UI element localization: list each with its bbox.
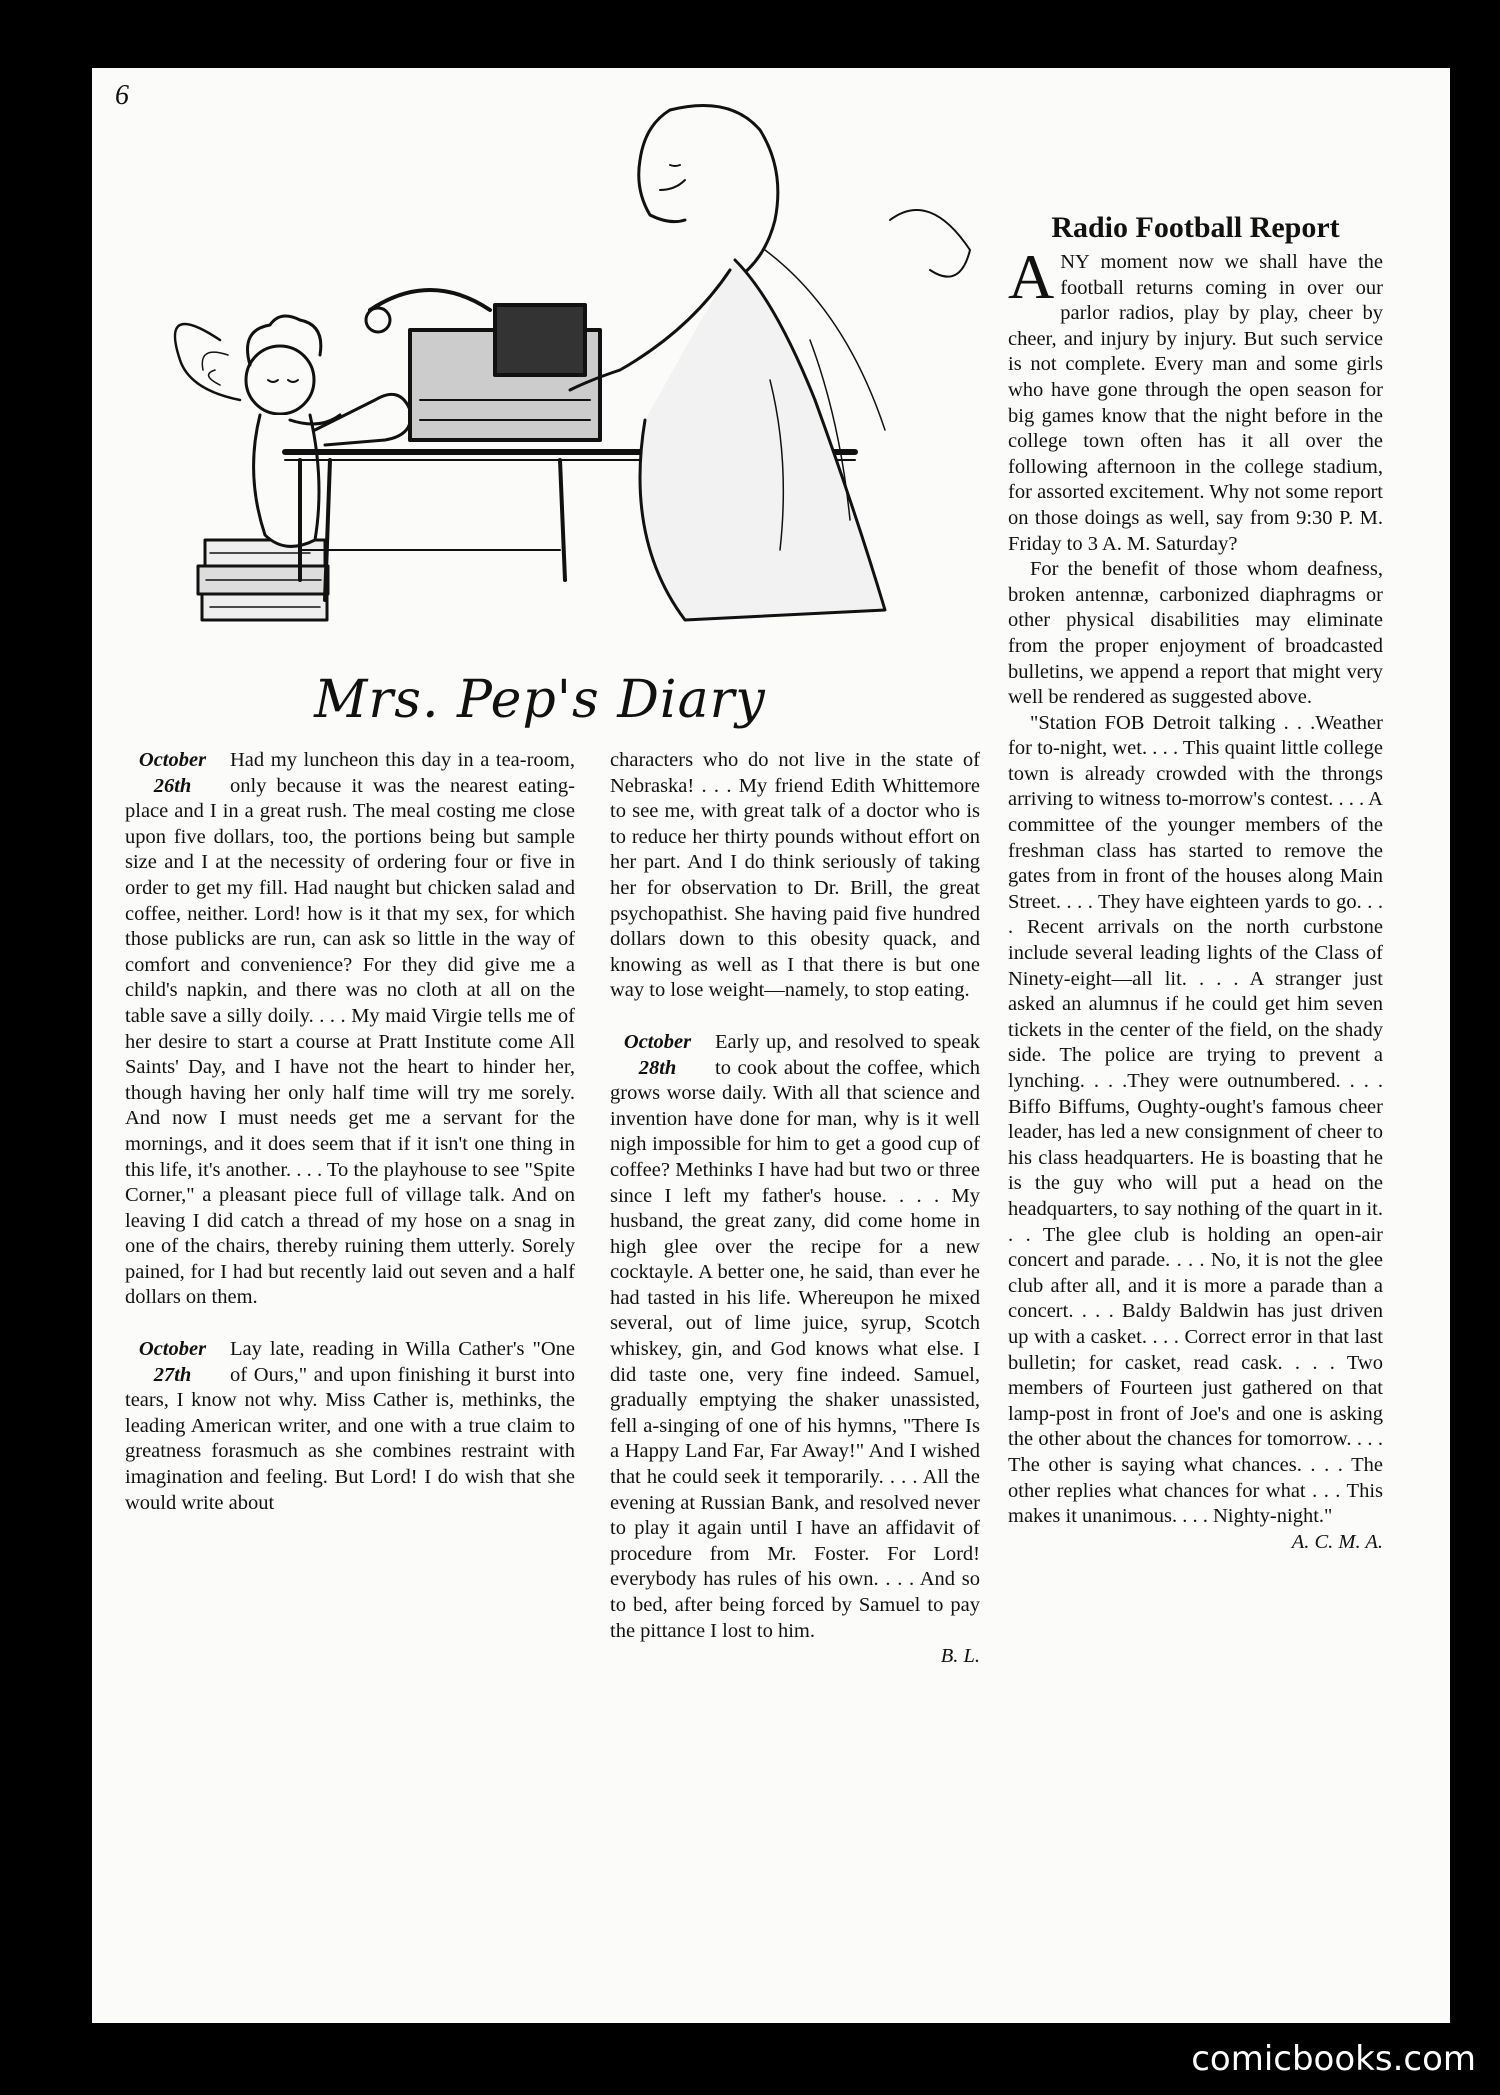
- article-paragraph: [1008, 241, 1383, 557]
- illustration-woman-typewriter-cupid-icon: [110, 80, 990, 640]
- article-title: Radio Football Report: [1051, 211, 1340, 244]
- entry-date: [610, 1030, 705, 1081]
- entry-day: 27th: [153, 1363, 192, 1386]
- entry-text: Early up, and resolved to speak to cook about the coffee, which grows worse daily. With all that science and invention have done for man, why is it well nigh impossible for him to get a good cup of coffee? Methinks I have had but two or three since I left my father's house. . . . My husband, the great zany, did come home in high glee over the recipe for a new cocktayle. A better one, he said, than ever he had tasted in his life. Whereupon he mixed several, out of lime juice, syrup, Scotch whiskey, gin, and God knows what else. I did taste one, very fine indeed. Samuel, gradually emptying the shaker unassisted, fell a-singing of one of his hymns, "There Is a Happy Land Far, Far Away!" And I wished that he could seek it temporarily. . . . All the evening at Russian Bank, and resolved never to play it again until I have an affidavit of procedure from Mr. Foster. For Lord! everybody has rules of his own. . . . And so to bed, after being forced by Samuel to pay the pittance I lost to him.: [610, 1030, 980, 1642]
- entry-month: October: [623, 1030, 692, 1053]
- watermark: comicbooks.com: [1191, 2039, 1476, 2079]
- entry-date: [125, 748, 220, 799]
- entry-month: October: [138, 1338, 207, 1361]
- diary-signature: B. L.: [940, 1645, 980, 1668]
- article-paragraph: "Station FOB Detroit talking . . .Weather for to-night, wet. . . . This quaint little college town is already crowded with the throngs arriving to witness to-morrow's contest. . . . A committee of the younger members of the freshman class has started to remove the gates from in front of the houses along Main Street. . . . They have eighteen yards to go. . . . Recent arrivals on the north curbstone include several leading lights of the Class of Ninety-eight—all lit. . . . A stranger just asked an alumnus if he could get him seven tickets in the center of the field, on the shady side. The police are trying to prevent a lynching. . . .They were outnumbered. . . . Biffo Biffums, Oughty-ought's famous cheer leader, has led a new consignment of cheer to his class headquarters. He is boasting that he is the guy who will put a head on the headquarters, to say nothing of the quart in it. . . The glee club is holding an open-air concert and parade. . . . No, it is not the glee club after all, and it is more a parade than a concert. . . . Baldy Baldwin has just driven up with a casket. . . . Correct error in that last bulletin; for casket, read cask. . . . Two members of Fourteen just gathered on that lamp-post in front of Joe's and one is asking the other about the chances for tomorrow. . . . The other is saying what chances. . . . The other replies what chances for what . . . This makes it unanimous. . . . Nighty-night.": [1008, 711, 1383, 1528]
- diary-entry: [125, 748, 575, 1311]
- entry-date: [125, 1337, 220, 1388]
- drop-cap: A: [1008, 241, 1055, 312]
- radio-football-article: [1008, 210, 1383, 1555]
- page-number: 6: [115, 80, 129, 111]
- diary-title: Mrs. Pep's Diary: [314, 670, 766, 730]
- diary-column-1: [125, 748, 575, 1542]
- entry-text: Had my luncheon this day in a tea-room, only because it was the nearest eating-place and I in a great rush. The meal costing me close upon five dollars, too, the portions being but sample size and I at the necessity of ordering four or five in order to get my fill. Had naught but chicken salad and coffee, neither. Lord! how is it that my sex, for which those publicks are run, can ask so little in the way of comfort and convenience? For they did give me a child's napkin, and there was no cloth at all on the table save a silly doily. . . . My maid Virgie tells me of her desire to start a course at Pratt Institute come All Saints' Day, and I have not the heart to hinder her, though having her only half time will try me sorely. And now I must needs get me a servant for the mornings, and it does seem that if it isn't one thing in this life, it's another. . . . To the playhouse to see "Spite Corner," a pleasant piece full of village talk. And on leaving I did catch a thread of my hose on a snag in one of the chairs, thereby ruining them utterly. Sorely pained, for I had but recently laid out seven and a half dollars on them.: [125, 749, 575, 1309]
- paragraph-text: moment now we shall have the football returns coming in over our parlor radios, play by play, cheer by cheer, and injury by injury. But such service is not complete. Every man and some girls who have gone through the open season for big games know that the night before in the college town often has it all over the following afternoon in the college stadium, for assorted excitement. Why not some report on those doings as well, say from 9:30 P. M. Friday to 3 A. M. Saturday?: [1008, 251, 1383, 555]
- diary-entry: [125, 1337, 575, 1516]
- entry-text: Lay late, reading in Willa Cather's "One of Ours," and upon finishing it burst into tears, I know not why. Miss Cather is, methinks, the leading American writer, and one with a true claim to greatness forasmuch as she combines restraint with imagination and feeling. But Lord! I do wish that she would write about: [125, 1338, 575, 1514]
- entry-day: 28th: [638, 1056, 677, 1079]
- adjacent-page-edge: [1434, 68, 1450, 2023]
- diary-column-2: [610, 748, 980, 1696]
- article-signature: A. C. M. A.: [1291, 1530, 1383, 1553]
- entry-text: characters who do not live in the state of Nebraska! . . . My friend Edith Whittemore to see me, with great talk of a doctor who is to reduce her thirty pounds without effort on her part. And I do think seriously of taking her for observation to Dr. Brill, the great psychopathist. She having paid five hundred dollars down to this obesity quack, and knowing as well as I that there is but one way to lose weight—namely, to stop eating.: [610, 749, 980, 1002]
- article-paragraph: For the benefit of those whom deafness, broken antennæ, carbonized diaphragms or other physical disabilities may eliminate from the proper enjoyment of broadcasted bulletins, we append a report that might very well be rendered as suggested above.: [1008, 558, 1383, 709]
- diary-entry: [610, 1030, 980, 1670]
- intro-caps: NY: [1060, 251, 1090, 273]
- entry-day: 26th: [153, 774, 192, 797]
- entry-month: October: [138, 749, 207, 771]
- diary-entry-continuation: [610, 748, 980, 1004]
